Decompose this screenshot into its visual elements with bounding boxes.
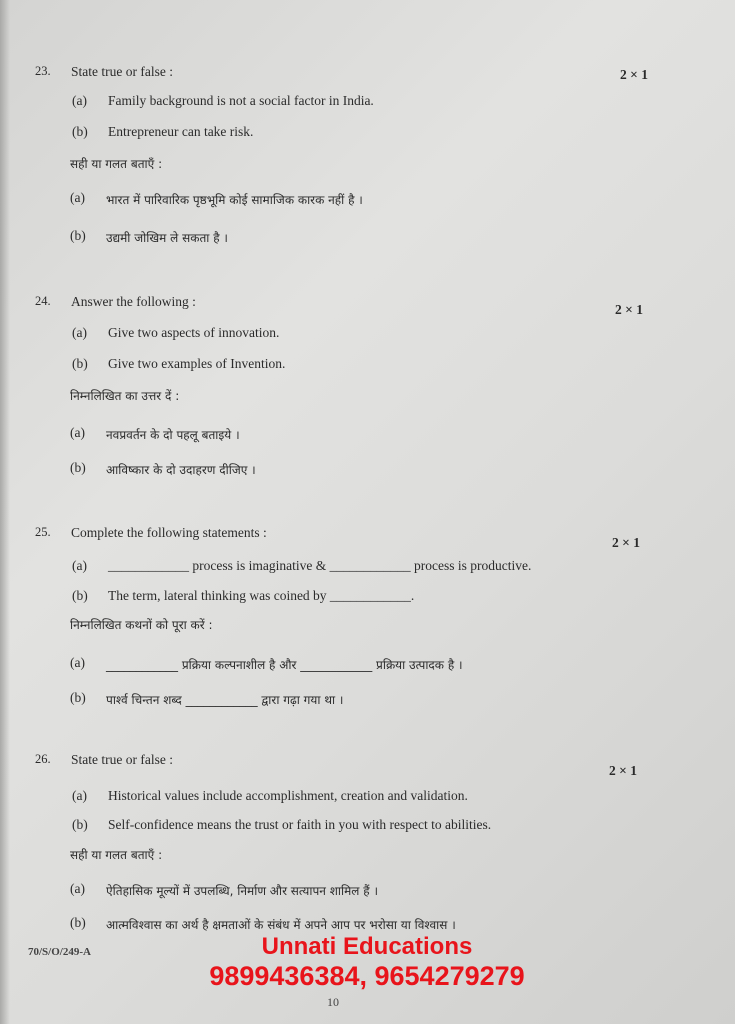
question-title-hindi: सही या गलत बताएँ : xyxy=(70,848,163,862)
item-label: (b) xyxy=(72,817,88,832)
item-label: (b) xyxy=(70,690,86,705)
item-text-hindi: आविष्कार के दो उदाहरण दीजिए । xyxy=(106,463,256,477)
item-text-english: Historical values include accomplishment, creation and validation. xyxy=(108,788,468,803)
question-number: 23. xyxy=(35,64,51,78)
item-text-hindi: ____________ प्रक्रिया कल्पनाशील है और ____________ प्रक्रिया उत्पादक है । xyxy=(106,658,463,672)
watermark-name: Unnati Educations xyxy=(261,933,473,960)
question-title-hindi: निम्नलिखित का उत्तर दें : xyxy=(70,389,180,403)
question-marks: 2 × 1 xyxy=(615,302,643,317)
item-text-hindi: आत्मविश्वास का अर्थ है क्षमताओं के संबंध में अपने आप पर भरोसा या विश्वास । xyxy=(106,918,456,932)
question-title: State true or false : xyxy=(71,752,173,767)
item-text-english: The term, lateral thinking was coined by ____________. xyxy=(108,588,415,603)
question-marks: 2 × 1 xyxy=(609,763,637,778)
question-title-hindi: सही या गलत बताएँ : xyxy=(70,157,163,171)
page-edge-shadow xyxy=(0,0,10,1024)
question-title: Complete the following statements : xyxy=(71,525,267,540)
item-label: (a) xyxy=(70,425,85,440)
question-number: 24. xyxy=(35,294,51,308)
item-text-english: Entrepreneur can take risk. xyxy=(108,124,254,139)
item-label: (a) xyxy=(72,325,87,340)
item-label: (b) xyxy=(70,460,86,475)
item-text-english: Family background is not a social factor in India. xyxy=(108,93,374,108)
item-text-english: Self-confidence means the trust or faith in you with respect to abilities. xyxy=(108,817,492,832)
item-label: (b) xyxy=(72,356,88,371)
question-marks: 2 × 1 xyxy=(620,67,648,82)
item-label: (b) xyxy=(72,124,88,139)
item-text-hindi: भारत में पारिवारिक पृष्ठभूमि कोई सामाजिक कारक नहीं है । xyxy=(106,193,363,207)
item-text-english: Give two aspects of innovation. xyxy=(108,325,280,340)
question-title: Answer the following : xyxy=(71,294,196,309)
item-text-english: ____________ process is imaginative & ____________ process is productive. xyxy=(108,558,532,573)
item-label: (a) xyxy=(70,190,85,205)
item-text-english: Give two examples of Invention. xyxy=(108,356,286,371)
item-label: (a) xyxy=(70,881,85,896)
question-title-hindi: निम्नलिखित कथनों को पूरा करें : xyxy=(70,618,213,632)
item-text-hindi: ऐतिहासिक मूल्यों में उपलब्धि, निर्माण और सत्यापन शामिल हैं । xyxy=(106,884,378,898)
item-text-hindi: नवप्रवर्तन के दो पहलू बताइये । xyxy=(106,428,240,442)
item-text-hindi: पार्श्व चिन्तन शब्द ____________ द्वारा गढ़ा गया था । xyxy=(106,693,344,707)
watermark-phones: 9899436384, 9654279279 xyxy=(209,961,525,991)
item-label: (a) xyxy=(70,655,85,670)
item-label: (a) xyxy=(72,788,87,803)
question-number: 25. xyxy=(35,525,51,539)
page-number: 10 xyxy=(327,995,339,1009)
item-label: (a) xyxy=(72,558,87,573)
question-number: 26. xyxy=(35,752,51,766)
item-text-hindi: उद्यमी जोखिम ले सकता है । xyxy=(106,231,228,245)
question-marks: 2 × 1 xyxy=(612,535,640,550)
question-title: State true or false : xyxy=(71,64,173,79)
item-label: (b) xyxy=(72,588,88,603)
paper-code: 70/S/O/249-A xyxy=(28,946,91,958)
item-label: (b) xyxy=(70,915,86,930)
item-label: (b) xyxy=(70,228,86,243)
item-label: (a) xyxy=(72,93,87,108)
